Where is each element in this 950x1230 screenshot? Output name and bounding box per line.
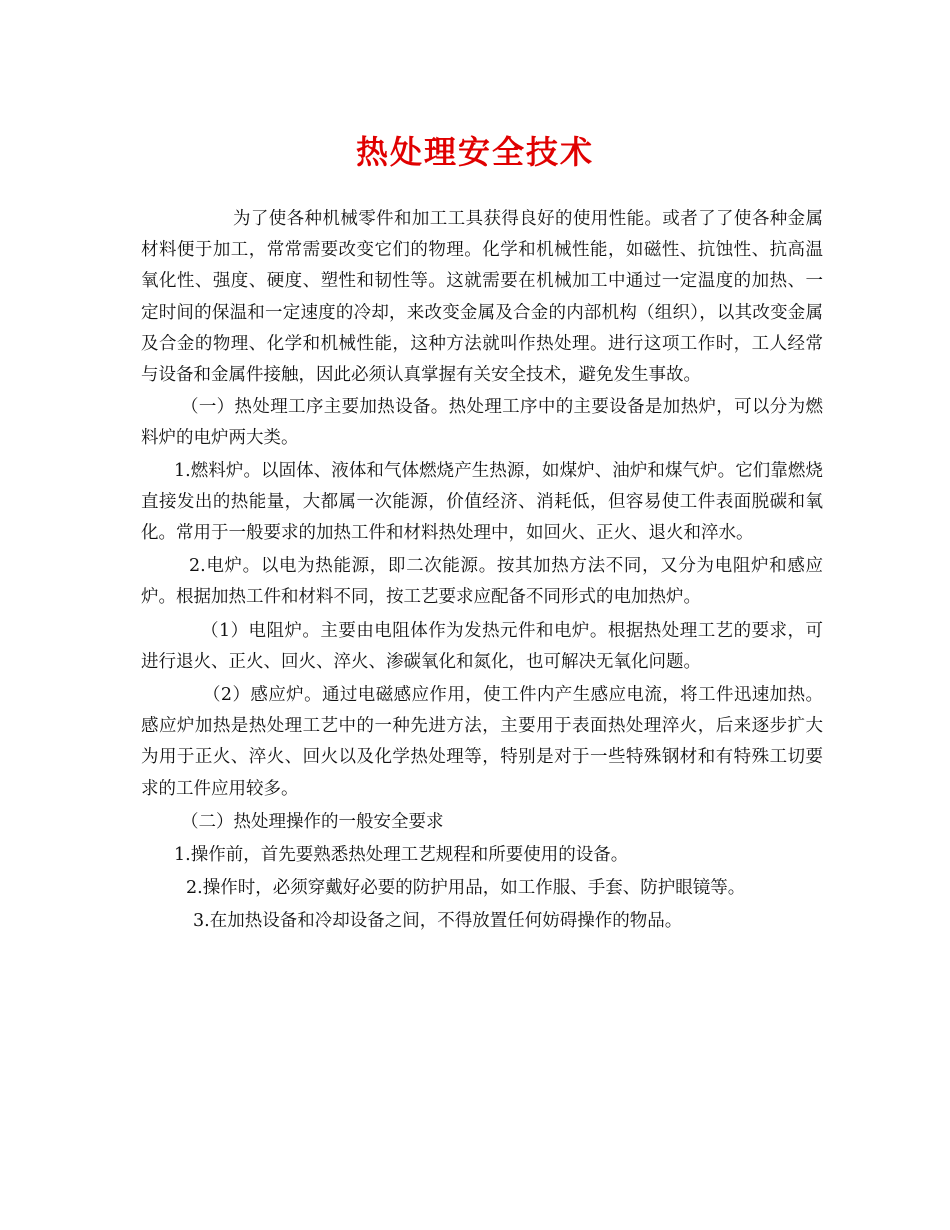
paragraph-fuel-furnace: 1.燃料炉。以固体、液体和气体燃烧产生热源，如煤炉、油炉和煤气炉。它们靠燃烧直接发出的热能量，大都属一次能源，价值经济、消耗低，但容易使工件表面脱碳和氧化。常用于一般要求的加热工件和材料热处理中，如回火、正火、退火和淬水。 bbox=[141, 460, 823, 544]
document-title: 热处理安全技术 bbox=[355, 133, 594, 171]
document-body bbox=[141, 204, 823, 938]
paragraph-intro: 为了使各种机械零件和加工工具获得良好的使用性能。或者了了使各种金属材料便于加工，常常需要改变它们的物理。化学和机械性能，如磁性、抗蚀性、抗高温氧化性、强度、硬度、塑性和韧性等。这就需要在机械加工中通过一定温度的加热、一定时间的保温和一定速度的冷却，来改变金属及合金的内部机构（组织），以其改变金属及合金的物理、化学和机械性能，这种方法就叫作热处理。进行这项工作时，工人经常与设备和金属件接触，因此必须认真掌握有关安全技术，避免发生事故。 bbox=[141, 209, 823, 386]
paragraph-rule-2: 2.操作时，必须穿戴好必要的防护用品，如工作服、手套、防护眼镜等。 bbox=[186, 878, 746, 899]
paragraph-section-2-heading: （二）热处理操作的一般安全要求 bbox=[181, 811, 444, 832]
paragraph-electric-furnace: 2.电炉。以电为热能源，即二次能源。按其加热方法不同，又分为电阻炉和感应炉。根据加热工件和材料不同，按工艺要求应配备不同形式的电加热炉。 bbox=[141, 556, 823, 608]
paragraph-section-1-heading: （一）热处理工序主要加热设备。热处理工序中的主要设备是加热炉，可以分为燃料炉的电炉两大类。 bbox=[141, 397, 823, 449]
paragraph-induction-furnace: （2）感应炉。通过电磁感应作用，使工件内产生感应电流，将工件迅速加热。感应炉加热是热处理工艺中的一种先进方法，主要用于表面热处理淬火，后来逐步扩大为用于正火、淬火、回火以及化学热处理等，特别是对于一些特殊钢材和有特殊工切要求的工件应用较多。 bbox=[141, 685, 823, 799]
paragraph-rule-3: 3.在加热设备和冷却设备之间，不得放置任何妨碍操作的物品。 bbox=[193, 911, 683, 932]
paragraph-rule-1: 1.操作前，首先要熟悉热处理工艺规程和所要使用的设备。 bbox=[174, 845, 629, 866]
paragraph-resistance-furnace: （1）电阻炉。主要由电阻体作为发热元件和电炉。根据热处理工艺的要求，可进行退火、正火、回火、淬火、渗碳氧化和氮化，也可解决无氧化问题。 bbox=[141, 620, 823, 672]
